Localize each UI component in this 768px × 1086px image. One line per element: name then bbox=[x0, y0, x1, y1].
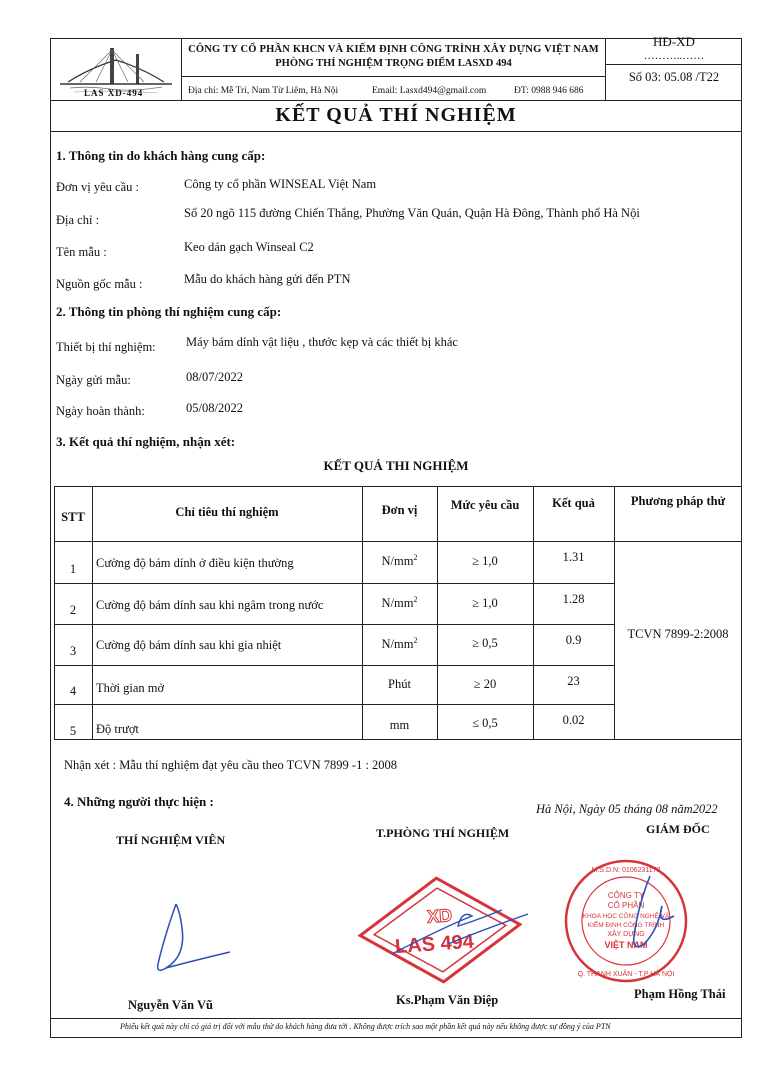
cell-stt: 1 bbox=[69, 562, 77, 576]
doc-number: Số 03: 05.08 /T22 bbox=[628, 70, 720, 84]
document-title: KẾT QUẢ THÍ NGHIỆM bbox=[275, 104, 517, 126]
signature-tester bbox=[146, 898, 236, 978]
col-header-method: Phương pháp thử bbox=[630, 494, 726, 508]
stamp-line: KHOA HỌC CÔNG NGHỆ VÀ bbox=[582, 913, 670, 920]
header-center bbox=[182, 38, 606, 100]
footer-note: Phiếu kết quả này chỉ có giá trị đối với mẫu thử do khách hàng đưa tới . Không được trích sao một phần kết quả này nếu không được sự đồng ý của PTN bbox=[120, 1022, 611, 1031]
stamp-line: CÔNG TY bbox=[607, 891, 645, 900]
phone-text: ĐT: 0988 946 686 bbox=[514, 86, 584, 96]
section4-heading: 4. Những người thực hiện : bbox=[64, 794, 214, 809]
cell-result: 1.28 bbox=[562, 592, 585, 606]
field-label-sample: Tên mẫu : bbox=[56, 245, 107, 259]
cell-unit: Phút bbox=[388, 677, 411, 691]
results-table-title: KẾT QUẢ THI NGHIỆM bbox=[323, 458, 469, 473]
header-bottom-line bbox=[50, 100, 742, 101]
doc-code-box bbox=[606, 34, 742, 100]
cell-requirement: ≥ 0,5 bbox=[472, 636, 498, 650]
field-value-requester: Công ty cổ phần WINSEAL Việt Nam bbox=[184, 177, 377, 191]
col-header-criterion: Chỉ tiêu thí nghiệm bbox=[175, 505, 279, 519]
field-label-requester: Đơn vị yêu cầu : bbox=[56, 180, 139, 194]
place-date: Hà Nội, Ngày 05 tháng 08 năm2022 bbox=[536, 802, 718, 816]
lab-stamp bbox=[352, 870, 528, 990]
field-value-address: Số 20 ngõ 115 đường Chiến Thắng, Phường Văn Quán, Quận Hà Đông, Thành phố Hà Nội bbox=[184, 206, 640, 220]
cell-unit: $N/mm^2$ bbox=[381, 636, 418, 652]
doc-divider bbox=[606, 64, 742, 65]
stamp-line: VIỆT NAM bbox=[604, 940, 648, 950]
stamp-xd: XD bbox=[426, 905, 453, 927]
field-value-completed-date: 05/08/2022 bbox=[186, 401, 243, 415]
field-value-origin: Mẫu do khách hàng gửi đến PTN bbox=[184, 272, 351, 286]
company-stamp bbox=[558, 856, 694, 986]
cell-result: 23 bbox=[567, 674, 580, 688]
stamp-line: CỔ PHẦN bbox=[607, 901, 645, 910]
title-bottom-line bbox=[50, 131, 742, 132]
lab-name: PHÒNG THÍ NGHIỆM TRỌNG ĐIỂM LASXD 494 bbox=[275, 58, 512, 69]
company-name: CÔNG TY CỔ PHẦN KHCN VÀ KIỂM ĐỊNH CÔNG TRÌNH XÂY DỰNG VIỆT NAM bbox=[188, 44, 599, 55]
cell-requirement: ≤ 0,5 bbox=[472, 716, 498, 730]
stamp-line: M.S.D.N: 0106231173 bbox=[591, 867, 661, 874]
cell-criterion: Cường độ bám dính sau khi gia nhiệt bbox=[96, 638, 282, 652]
doc-dots: ………..…… bbox=[643, 50, 705, 62]
field-value-equipment: Máy bám dính vật liệu , thước kẹp và các thiết bị khác bbox=[186, 335, 458, 349]
col-header-requirement: Mức yêu cầu bbox=[450, 498, 520, 512]
field-label-completed-date: Ngày hoàn thành: bbox=[56, 404, 145, 418]
address-text: Địa chỉ: Mễ Trì, Nam Từ Liêm, Hà Nội bbox=[188, 86, 339, 96]
cell-unit: mm bbox=[389, 718, 410, 732]
logo-text: LAS XD-494 bbox=[84, 88, 144, 98]
cell-result: 0.02 bbox=[562, 713, 585, 727]
col-header-unit: Đơn vị bbox=[381, 503, 418, 517]
section3-heading: 3. Kết quả thí nghiệm, nhận xét: bbox=[56, 434, 236, 449]
cell-requirement: ≥ 1,0 bbox=[472, 596, 498, 610]
doc-code: HĐ-XD bbox=[653, 34, 695, 49]
cell-result: 0.9 bbox=[565, 633, 582, 647]
field-label-sent-date: Ngày gửi mẫu: bbox=[56, 373, 131, 387]
cell-unit: $N/mm^2$ bbox=[381, 595, 418, 611]
col-header-stt: STT bbox=[61, 510, 85, 524]
cell-unit: $N/mm^2$ bbox=[381, 553, 418, 569]
field-label-origin: Nguồn gốc mẫu : bbox=[56, 277, 143, 291]
cell-result: 1.31 bbox=[562, 550, 585, 564]
email-text: Email: Lasxd494@gmail.com bbox=[372, 86, 487, 96]
cell-stt: 2 bbox=[69, 603, 77, 617]
stamp-line: Q. THANH XUÂN - T.P HÀ NỘI bbox=[577, 971, 675, 978]
name-director: Phạm Hồng Thái bbox=[634, 987, 726, 1001]
cell-stt: 4 bbox=[69, 684, 77, 698]
col-header-result: Kết quả bbox=[552, 496, 595, 510]
cell-stt: 3 bbox=[69, 644, 77, 658]
stamp-line: KIỂM ĐỊNH CÔNG TRÌNH bbox=[587, 922, 665, 929]
name-lab-head: Ks.Phạm Văn Điệp bbox=[396, 993, 499, 1007]
section2-heading: 2. Thông tin phòng thí nghiệm cung cấp: bbox=[56, 304, 282, 319]
cell-requirement: ≥ 1,0 bbox=[472, 554, 498, 568]
remark-text: Nhận xét : Mẫu thí nghiệm đạt yêu cầu theo TCVN 7899 -1 : 2008 bbox=[64, 758, 398, 772]
role-tester: THÍ NGHIỆM VIÊN bbox=[116, 833, 226, 847]
cell-method: TCVN 7899-2:2008 bbox=[627, 627, 729, 641]
cell-requirement: ≥ 20 bbox=[473, 677, 497, 691]
name-tester: Nguyễn Văn Vũ bbox=[128, 998, 213, 1012]
section1-heading: 1. Thông tin do khách hàng cung cấp: bbox=[56, 148, 266, 163]
field-label-equipment: Thiết bị thí nghiệm: bbox=[56, 340, 156, 354]
field-value-sample: Keo dán gạch Winseal C2 bbox=[184, 240, 314, 254]
cell-criterion: Cường độ bám dính ở điều kiện thường bbox=[96, 556, 294, 570]
cell-criterion: Độ trượt bbox=[96, 722, 139, 736]
cell-criterion: Cường độ bám dính sau khi ngâm trong nước bbox=[96, 598, 324, 612]
field-value-sent-date: 08/07/2022 bbox=[186, 370, 243, 384]
field-label-address: Địa chỉ : bbox=[56, 213, 100, 227]
cell-criterion: Thời gian mở bbox=[96, 681, 165, 695]
header-divider bbox=[182, 76, 606, 77]
company-logo bbox=[50, 38, 182, 100]
role-director: GIÁM ĐỐC bbox=[646, 822, 710, 836]
footer-line bbox=[50, 1018, 742, 1019]
stamp-las494: LAS 494 bbox=[394, 930, 475, 959]
cell-stt: 5 bbox=[69, 724, 77, 738]
role-lab-head: T.PHÒNG THÍ NGHIỆM bbox=[376, 826, 510, 840]
stamp-line: XÂY DỰNG bbox=[607, 931, 645, 938]
